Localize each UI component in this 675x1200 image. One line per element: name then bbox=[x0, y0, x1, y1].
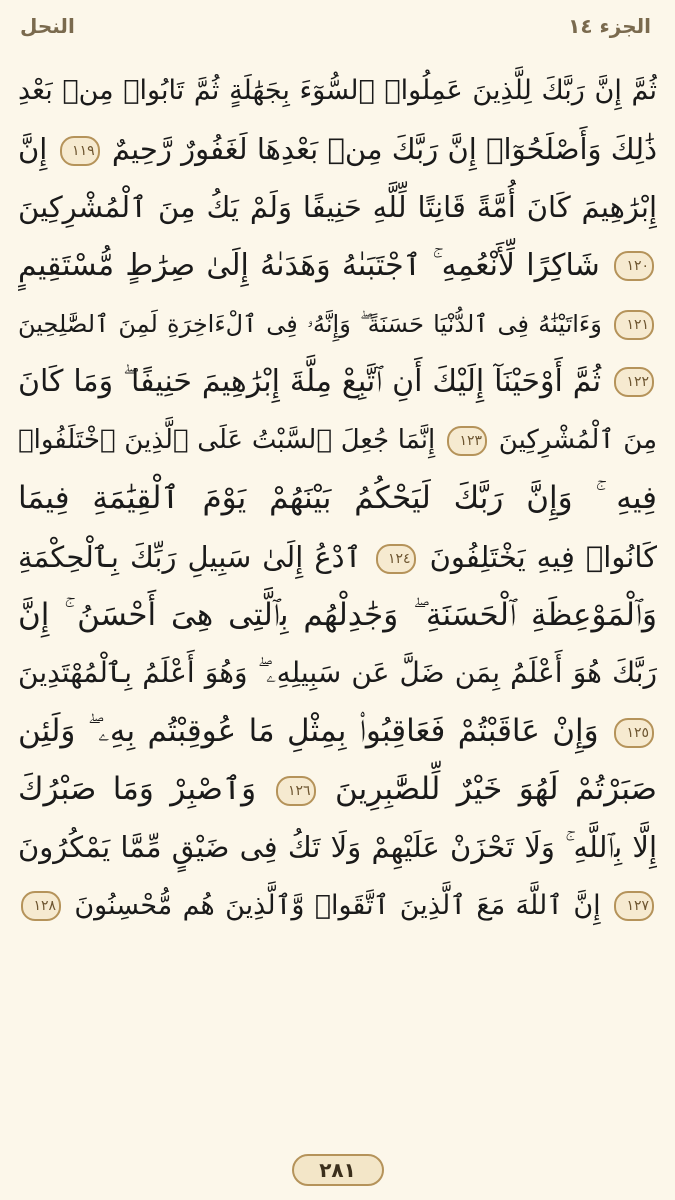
verse-text: إِنَّ ٱللَّهَ مَعَ ٱلَّذِينَ ٱتَّقَوا۟ وَّٱلَّذِينَ هُم مُّحْسِنُونَ bbox=[74, 889, 601, 921]
verse-text: إِبْرَٰهِيمَ كَانَ أُمَّةً قَانِتًا لِّلَّهِ حَنِيفًا وَلَمْ يَكُ مِنَ ٱلْمُشْرِكِينَ bbox=[18, 190, 657, 225]
page-number: ٢٨١ bbox=[292, 1154, 384, 1186]
text-line-1 bbox=[18, 62, 657, 120]
verse-text: صَبَرْتُمْ لَهُوَ خَيْرٌ لِّلصَّٰبِرِينَ bbox=[335, 771, 657, 808]
verse-text: إِلَّا بِٱللَّهِ ۚ وَلَا تَحْزَنْ عَلَيْهِمْ وَلَا تَكُ فِى ضَيْقٍ مِّمَّا يَمْكُرُونَ bbox=[18, 830, 657, 865]
text-line-2 bbox=[18, 120, 657, 178]
surah-name: النحل bbox=[20, 14, 75, 38]
verse-text: وَءَاتَيْنَٰهُ فِى ٱلدُّنْيَا حَسَنَةً ۖ وَإِنَّهُۥ فِى ٱلْءَاخِرَةِ لَمِنَ ٱلصَّٰلِحِينَ bbox=[18, 309, 602, 338]
text-line-14 bbox=[18, 818, 657, 876]
verse-text: شَاكِرًا لِّأَنْعُمِهِ ۚ ٱجْتَبَىٰهُ وَهَدَىٰهُ إِلَىٰ صِرَٰطٍ مُّسْتَقِيمٍ bbox=[18, 247, 600, 283]
verse-text: ثُمَّ أَوْحَيْنَآ إِلَيْكَ أَنِ ٱتَّبِعْ مِلَّةَ إِبْرَٰهِيمَ حَنِيفًا ۖ وَمَا كَانَ bbox=[18, 363, 602, 399]
page-header bbox=[0, 0, 675, 60]
verse-text: وَإِنْ عَاقَبْتُمْ فَعَاقِبُوا۟ بِمِثْلِ مَا عُوقِبْتُم بِهِۦ ۖ وَلَئِن bbox=[18, 713, 599, 750]
text-line-7 bbox=[18, 411, 657, 469]
text-line-5 bbox=[18, 295, 657, 353]
text-line-9 bbox=[18, 528, 657, 586]
verse-text: إِنَّ bbox=[18, 132, 48, 167]
text-line-10 bbox=[18, 586, 657, 644]
text-line-13 bbox=[18, 760, 657, 818]
ayah-number-marker: ١٢٤ bbox=[376, 544, 416, 574]
quran-page-text bbox=[18, 62, 657, 935]
verse-text: مِنَ ٱلْمُشْرِكِينَ bbox=[498, 425, 657, 456]
verse-text: وَٱصْبِرْ وَمَا صَبْرُكَ bbox=[18, 771, 257, 808]
page-footer bbox=[0, 1154, 675, 1186]
verse-text: إِنَّمَا جُعِلَ ٱلسَّبْتُ عَلَى ٱلَّذِينَ ٱخْتَلَفُوا۟ bbox=[18, 425, 436, 456]
ayah-number-marker: ١٢٠ bbox=[614, 251, 654, 281]
verse-text: ثُمَّ إِنَّ رَبَّكَ لِلَّذِينَ عَمِلُوا۟ ٱلسُّوٓءَ بِجَهَٰلَةٍ ثُمَّ تَابُوا۟ مِنۢ بَعْدِ bbox=[18, 75, 657, 106]
ayah-number-marker: ١٢٦ bbox=[276, 776, 316, 806]
text-line-3 bbox=[18, 178, 657, 236]
ayah-number-marker: ١٢٢ bbox=[614, 367, 654, 397]
ayah-number-marker: ١٢٥ bbox=[614, 718, 654, 748]
text-line-8 bbox=[18, 469, 657, 527]
ayah-number-marker: ١١٩ bbox=[60, 136, 100, 166]
verse-text: وَٱلْمَوْعِظَةِ ٱلْحَسَنَةِ ۖ وَجَٰدِلْهُم بِٱلَّتِى هِىَ أَحْسَنُ ۚ إِنَّ bbox=[18, 596, 657, 633]
ayah-number-marker: ١٢٣ bbox=[447, 426, 487, 456]
verse-text: رَبَّكَ هُوَ أَعْلَمُ بِمَن ضَلَّ عَن سَبِيلِهِۦ ۖ وَهُوَ أَعْلَمُ بِٱلْمُهْتَدِينَ bbox=[18, 655, 657, 689]
text-line-6 bbox=[18, 353, 657, 411]
verse-text: فِيهِ ۚ وَإِنَّ رَبَّكَ لَيَحْكُمُ بَيْنَهُمْ يَوْمَ ٱلْقِيَٰمَةِ فِيمَا bbox=[18, 480, 657, 517]
juz-label: الجزء ١٤ bbox=[568, 14, 651, 38]
text-line-4 bbox=[18, 237, 657, 295]
text-line-11 bbox=[18, 644, 657, 702]
ayah-number-marker: ١٢٧ bbox=[614, 891, 654, 921]
text-line-15 bbox=[18, 877, 657, 935]
text-line-12 bbox=[18, 702, 657, 760]
verse-text: ٱدْعُ إِلَىٰ سَبِيلِ رَبِّكَ بِٱلْحِكْمَةِ bbox=[18, 539, 362, 574]
ayah-number-marker: ١٢٨ bbox=[21, 891, 61, 921]
verse-text: كَانُوا۟ فِيهِ يَخْتَلِفُونَ bbox=[429, 539, 657, 574]
ayah-number-marker: ١٢١ bbox=[614, 310, 654, 340]
verse-text: ذَٰلِكَ وَأَصْلَحُوٓا۟ إِنَّ رَبَّكَ مِنۢ بَعْدِهَا لَغَفُورٌ رَّحِيمٌ bbox=[111, 132, 657, 167]
